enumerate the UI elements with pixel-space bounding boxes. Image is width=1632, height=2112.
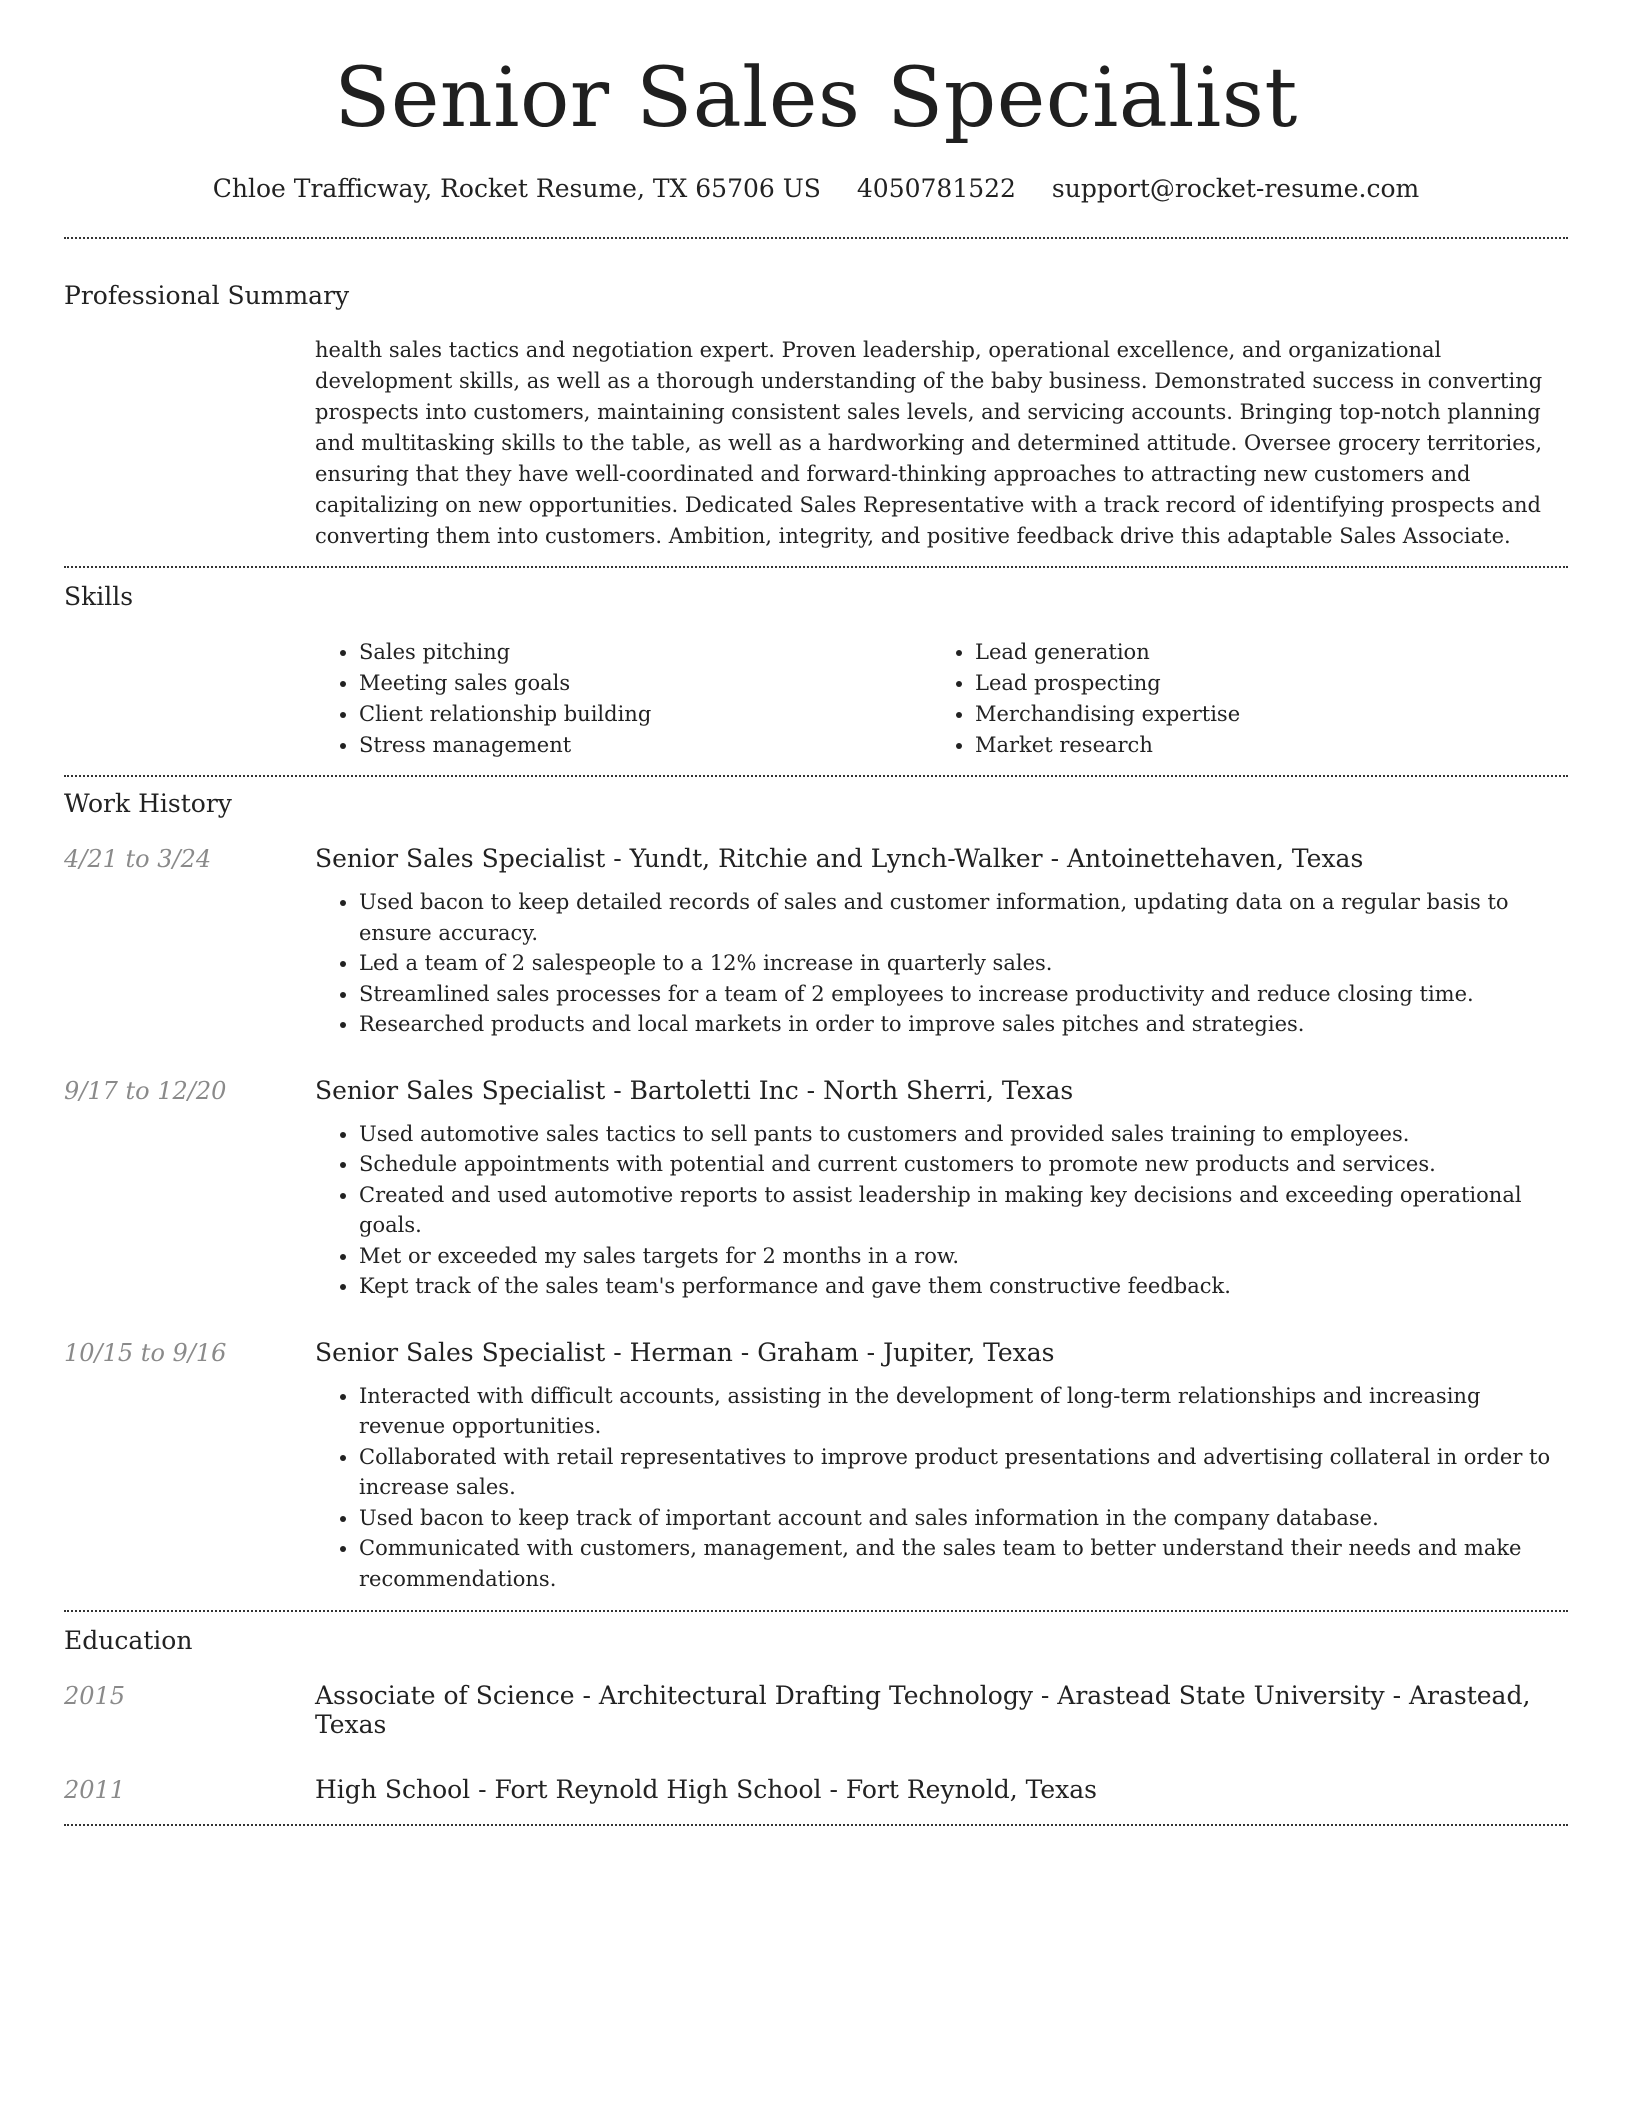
job-bullet: • Schedule appointments with potential and current customers to promote new products and services.	[359, 1149, 1568, 1180]
job-bullet: • Collaborated with retail representatives to improve product presentations and advertising collateral in order to increase sales.	[359, 1442, 1568, 1503]
contact-line	[64, 174, 1568, 203]
summary-section	[64, 239, 1568, 552]
summary-text: health sales tactics and negotiation expert. Proven leadership, operational excellence, and organizational development skills, as well as a thorough understanding of the baby business. Demonstrated success in converting prospects into customers, maintaining consistent sales levels, and servicing accounts. Bringing top-notch planning and multitasking skills to the table, as well as a hardworking and determined attitude. Oversee grocery territories, ensuring that they have well-coordinated and forward-thinking approaches to attracting new customers and capitalizing on new opportunities. Dedicated Sales Representative with a track record of identifying prospects and converting them into customers. Ambition, integrity, and positive feedback drive this adaptable Sales Associate.	[315, 338, 1543, 548]
work-section	[64, 777, 1568, 1594]
job-bullet: • Used bacon to keep track of important account and sales information in the company database.	[359, 1503, 1568, 1534]
job-bullet: • Met or exceeded my sales targets for 2 months in a row.	[359, 1241, 1568, 1272]
job-header	[64, 1338, 1568, 1367]
job-bullet: • Streamlined sales processes for a team of 2 employees to increase productivity and reduce closing time.	[359, 979, 1568, 1010]
job-header	[64, 1076, 1568, 1105]
skills-column-right	[931, 637, 1547, 761]
education-year: 2011	[64, 1776, 126, 1804]
contact-address: Chloe Trafficway, Rocket Resume, TX 65706 US	[212, 174, 821, 203]
job-bullet: • Researched products and local markets in order to improve sales pitches and strategies.	[359, 1009, 1568, 1040]
contact-phone: 4050781522	[856, 174, 1016, 203]
contact-email: support@rocket-resume.com	[1051, 174, 1420, 203]
job-bullet: • Kept track of the sales team's performance and gave them constructive feedback.	[359, 1271, 1568, 1302]
job-dates: 4/21 to 3/24	[64, 845, 212, 873]
skill-item: • Merchandising expertise	[975, 699, 1547, 730]
job-dates: 10/15 to 9/16	[64, 1338, 227, 1367]
skills-list	[315, 637, 1568, 761]
job-heading: Senior Sales Specialist - Herman - Graham - Jupiter, Texas	[315, 1337, 1055, 1367]
job-entry	[64, 1338, 1568, 1595]
skill-item: • Market research	[975, 730, 1547, 761]
education-year: 2015	[64, 1682, 126, 1710]
job-bullets	[315, 1119, 1568, 1302]
education-heading: High School - Fort Reynold High School - Fort Reynold, Texas	[315, 1775, 1097, 1804]
job-bullet: • Interacted with difficult accounts, assisting in the development of long-term relationships and increasing revenue opportunities.	[359, 1381, 1568, 1442]
job-heading: Senior Sales Specialist - Bartoletti Inc - North Sherri, Texas	[315, 1075, 1074, 1105]
education-section	[64, 1612, 1568, 1804]
job-header	[64, 844, 1568, 873]
job-bullet: • Used automotive sales tactics to sell pants to customers and provided sales training to employees.	[359, 1119, 1568, 1150]
section-title-education: Education	[64, 1626, 193, 1655]
education-entry	[64, 1681, 1568, 1739]
job-bullet: • Used bacon to keep detailed records of sales and customer information, updating data on a regular basis to ensure accuracy.	[359, 887, 1568, 948]
education-entry	[64, 1775, 1568, 1804]
resume-title: Senior Sales Specialist	[334, 51, 1298, 146]
job-bullet: • Led a team of 2 salespeople to a 12% increase in quarterly sales.	[359, 948, 1568, 979]
skill-item: • Lead generation	[975, 637, 1547, 668]
job-bullets	[315, 1381, 1568, 1595]
skill-item: • Meeting sales goals	[359, 668, 931, 699]
skill-item: • Sales pitching	[359, 637, 931, 668]
skills-column-left	[315, 637, 931, 761]
divider	[64, 1824, 1568, 1826]
education-heading: Associate of Science - Architectural Drafting Technology - Arastead State University - Arastead, Texas	[315, 1681, 1531, 1739]
job-heading: Senior Sales Specialist - Yundt, Ritchie and Lynch-Walker - Antoinettehaven, Texas	[315, 844, 1364, 873]
job-bullet: • Created and used automotive reports to assist leadership in making key decisions and exceeding operational goals.	[359, 1180, 1568, 1241]
section-title-summary: Professional Summary	[64, 281, 350, 310]
section-title-skills: Skills	[64, 582, 134, 611]
skill-item: • Stress management	[359, 730, 931, 761]
skill-item: • Client relationship building	[359, 699, 931, 730]
section-title-work: Work History	[64, 789, 232, 818]
job-entry	[64, 1076, 1568, 1302]
skills-section	[64, 568, 1568, 761]
job-dates: 9/17 to 12/20	[64, 1076, 227, 1105]
job-bullet: • Communicated with customers, management, and the sales team to better understand their needs and make recommendations.	[359, 1533, 1568, 1594]
skill-item: • Lead prospecting	[975, 668, 1547, 699]
job-entry	[64, 844, 1568, 1040]
job-bullets	[315, 887, 1568, 1040]
